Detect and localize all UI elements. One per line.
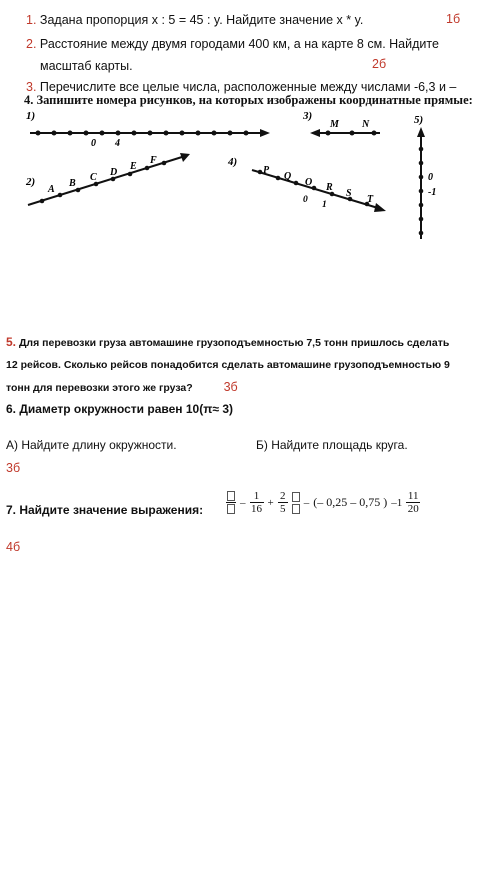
fig-2-label: 2)	[26, 176, 36, 188]
fig-2-line	[28, 153, 190, 205]
expr-plus: +	[267, 496, 274, 509]
fig-4-point-s: S	[346, 188, 352, 199]
task-2-line-1	[26, 36, 439, 52]
placeholder-box-icon	[226, 491, 236, 514]
task-5-line-3	[6, 376, 450, 399]
fraction-2-den: 5	[279, 503, 286, 515]
fig-4-tick-0: 0	[303, 195, 308, 205]
task-2-text: Расстояние между двумя городами 400 км, а на карте 8 см. Найдите	[39, 37, 439, 51]
task-5-line-1	[6, 331, 450, 354]
fig-1-number-line	[30, 129, 270, 137]
fraction-2-num: 2	[279, 490, 286, 502]
fraction-2	[278, 490, 288, 515]
fig-4-point-o: O	[305, 177, 313, 188]
fig-5-line	[417, 127, 425, 239]
expr-minus-2: –1	[391, 496, 403, 509]
task-5-points: 3б	[223, 380, 238, 394]
task-5-number: 5.	[6, 335, 17, 349]
fig-2-point-d: D	[110, 167, 118, 178]
fig-4-line	[252, 170, 386, 212]
task-1-text: Задана пропорция x : 5 = 45 : y. Найдите значение x * y.	[39, 13, 364, 27]
fig-4-label: 4)	[228, 156, 238, 168]
task-1-points: 1б	[446, 12, 461, 26]
task-4-title: 4. Запишите номера рисунков, на которых изображены координатные прямые:	[24, 93, 473, 107]
fig-3-line	[310, 129, 380, 137]
fig-2-point-a: A	[48, 184, 55, 195]
task-2-line-2: масштаб карты.	[40, 59, 133, 73]
fraction-1-den: 16	[251, 503, 262, 515]
fig-5-tick-minus1: -1	[428, 187, 437, 198]
expr-parenthesis: (– 0,25 – 0,75 )	[313, 495, 388, 509]
fig-4-point-q: Q	[284, 171, 292, 182]
task-1-number: 1.	[26, 13, 37, 27]
task-7-expression	[226, 490, 420, 515]
task-2-points: 2б	[372, 57, 387, 71]
fig-3-label: 3)	[303, 110, 313, 122]
fig-4-point-p: P	[263, 165, 270, 176]
task-2-number: 2.	[26, 37, 37, 51]
expr-minus-1: –	[303, 496, 310, 509]
fig-2-point-b: B	[69, 178, 76, 189]
task-5-line-3-text: тонн для перевозки этого же груза?	[6, 382, 193, 394]
task-7-points: 4б	[6, 540, 21, 554]
fraction-3	[406, 490, 420, 515]
task-1	[26, 12, 363, 28]
fig-2-point-f: F	[150, 155, 157, 166]
fig-1-tick-4: 4	[115, 138, 120, 149]
task-5	[6, 331, 450, 399]
fig-1-tick-0: 0	[91, 138, 96, 149]
fraction-3-den: 20	[407, 503, 419, 515]
task-3-text: Перечислите все целые числа, расположенные между числами -6,3 и –	[39, 80, 457, 94]
task-7-title: 7. Найдите значение выражения:	[6, 503, 204, 517]
fig-1-label: 1)	[26, 110, 36, 122]
task-6-b: Б) Найдите площадь круга.	[256, 438, 408, 452]
fig-4-point-r: R	[326, 182, 333, 193]
fig-3-point-n: N	[362, 119, 370, 130]
task-5-line-1-text: Для перевозки груза автомашине грузоподъемностью 7,5 тонн пришлось сделать	[18, 337, 450, 349]
placeholder-box-icon	[292, 492, 300, 514]
fig-2-point-c: C	[90, 172, 97, 183]
task-6-points: 3б	[6, 461, 21, 475]
task-6-a: А) Найдите длину окружности.	[6, 438, 177, 452]
fraction-3-num: 11	[407, 490, 419, 502]
fig-2-point-e: E	[130, 161, 137, 172]
fig-4-point-t: T	[367, 194, 374, 205]
fig-5-label: 5)	[414, 114, 424, 126]
fig-3-point-m: M	[330, 119, 339, 130]
task-5-line-2: 12 рейсов. Сколько рейсов понадобится сделать автомашине грузоподъемностью 9	[6, 359, 450, 371]
fraction-1-num: 1	[253, 490, 260, 502]
expr-minus-0: –	[240, 496, 246, 509]
fig-5-tick-0: 0	[428, 172, 433, 183]
fig-4-tick-1: 1	[322, 200, 327, 210]
fraction-1	[250, 490, 264, 515]
task-3-number: 3.	[26, 80, 37, 94]
task-4-figures	[0, 105, 500, 245]
task-6-title: 6. Диаметр окружности равен 10(π≈ 3)	[6, 402, 233, 416]
